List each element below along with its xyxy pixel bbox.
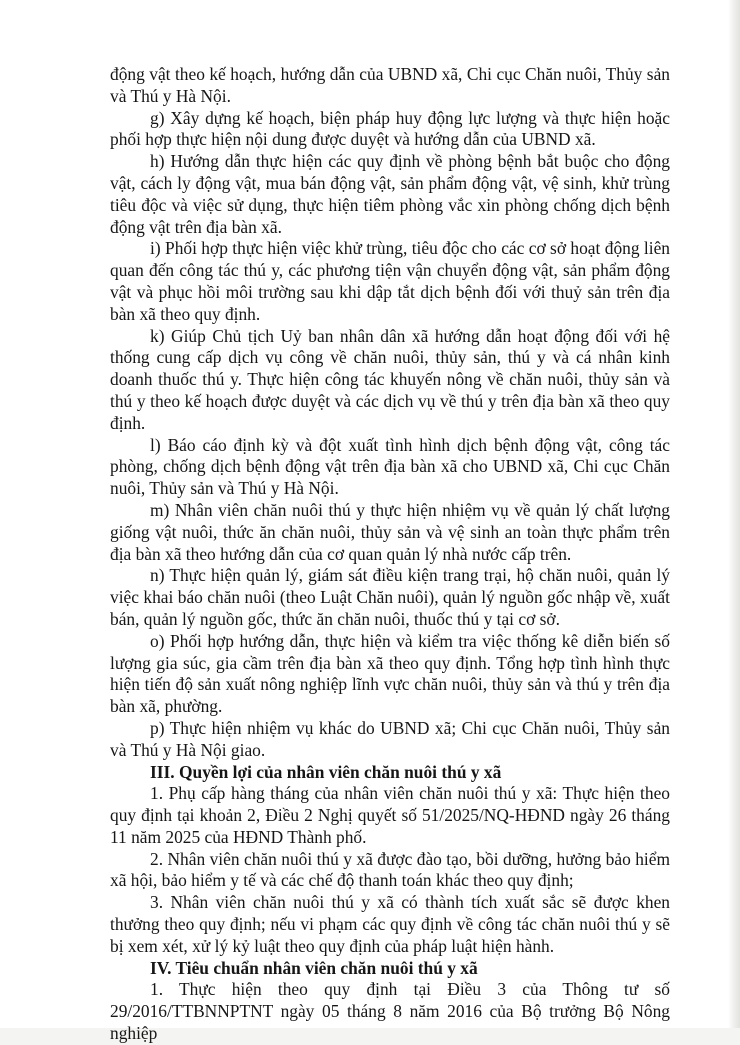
section-iv-item-1: 1. Thực hiện theo quy định tại Điều 3 của Thông tư số 29/2016/TTBNNPTNT ngày 05 tháng 8 năm 2016 của Bộ trưởng Bộ Nông nghiệp <box>110 979 670 1044</box>
paragraph-h: h) Hướng dẫn thực hiện các quy định về phòng bệnh bắt buộc cho động vật, cách ly động vật, mua bán động vật, sản phẩm động vật, vệ sinh, khử trùng tiêu độc và việc sử dụng, thực hiện tiêm phòng vắc xin phòng chống dịch bệnh động vật trên địa bàn xã. <box>110 151 670 237</box>
paragraph-p: p) Thực hiện nhiệm vụ khác do UBND xã; Chi cục Chăn nuôi, Thủy sản và Thú y Hà Nội giao. <box>110 717 670 760</box>
paragraph-l: l) Báo cáo định kỳ và đột xuất tình hình dịch bệnh động vật, công tác phòng, chống dịch bệnh động vật trên địa bàn xã cho UBND xã, Chi cục Chăn nuôi, Thủy sản và Thú y Hà Nội. <box>110 434 670 499</box>
paragraph-f-continuation: động vật theo kế hoạch, hướng dẫn của UBND xã, Chi cục Chăn nuôi, Thủy sản và Thú y Hà Nội. <box>110 64 670 106</box>
page-edge-shadow <box>728 0 740 1028</box>
section-iii-item-3: 3. Nhân viên chăn nuôi thú y xã có thành tích xuất sắc sẽ được khen thưởng theo quy định; nếu vi phạm các quy định về công tác chăn nuôi thú y sẽ bị xem xét, xử lý kỷ luật theo quy định của pháp luật hiện hành. <box>110 892 670 956</box>
paragraph-g: g) Xây dựng kế hoạch, biện pháp huy động lực lượng và thực hiện hoặc phối hợp thực hiện nội dung được duyệt và hướng dẫn của UBND xã. <box>110 107 670 150</box>
section-iii-item-1: 1. Phụ cấp hàng tháng của nhân viên chăn nuôi thú y xã: Thực hiện theo quy định tại khoản 2, Điều 2 Nghị quyết số 51/2025/NQ-HĐND ngày 26 tháng 11 năm 2025 của HĐND Thành phố. <box>110 783 670 847</box>
paragraph-k: k) Giúp Chủ tịch Uỷ ban nhân dân xã hướng dẫn hoạt động đối với hệ thống cung cấp dịch vụ công về chăn nuôi, thủy sản, thú y và cá nhân kinh doanh thuốc thú y. Thực hiện công tác khuyến nông về chăn nuôi, thủy sản và thú y theo kế hoạch được duyệt và các dịch vụ về thú y trên địa bàn xã theo quy định. <box>110 325 670 433</box>
paragraph-m: m) Nhân viên chăn nuôi thú y thực hiện nhiệm vụ về quản lý chất lượng giống vật nuôi, thức ăn chăn nuôi, thủy sản và vệ sinh an toàn thực phẩm trên địa bàn xã theo hướng dẫn của cơ quan quản lý nhà nước cấp trên. <box>110 499 670 564</box>
section-iii-item-2: 2. Nhân viên chăn nuôi thú y xã được đào tạo, bồi dưỡng, hưởng bảo hiểm xã hội, bảo hiểm y tế và các chế độ thanh toán khác theo quy định; <box>110 848 670 891</box>
paragraph-o: o) Phối hợp hướng dẫn, thực hiện và kiểm tra việc thống kê diễn biến số lượng gia súc, gia cầm trên địa bàn xã theo quy định. Tổng hợp tình hình thực hiện tiến độ sản xuất nông nghiệp lĩnh vực chăn nuôi, thủy sản và thú y trên địa bàn xã, phường. <box>110 630 670 717</box>
paragraph-n: n) Thực hiện quản lý, giám sát điều kiện trang trại, hộ chăn nuôi, quản lý việc khai báo chăn nuôi (theo Luật Chăn nuôi), quản lý nguồn gốc nhập về, xuất bán, quản lý nguồn gốc, thức ăn chăn nuôi, thuốc thú y tại cơ sở. <box>110 565 670 629</box>
paragraph-i: i) Phối hợp thực hiện việc khử trùng, tiêu độc cho các cơ sở hoạt động liên quan đến công tác thú y, các phương tiện vận chuyển động vật, sản phẩm động vật và phục hồi môi trường sau khi dập tắt dịch bệnh đối với thuỷ sản trên địa bàn xã theo quy định. <box>110 238 670 324</box>
section-heading-iv: IV. Tiêu chuẩn nhân viên chăn nuôi thú y xã <box>150 957 478 978</box>
section-heading-iii: III. Quyền lợi của nhân viên chăn nuôi thú y xã <box>150 761 502 782</box>
